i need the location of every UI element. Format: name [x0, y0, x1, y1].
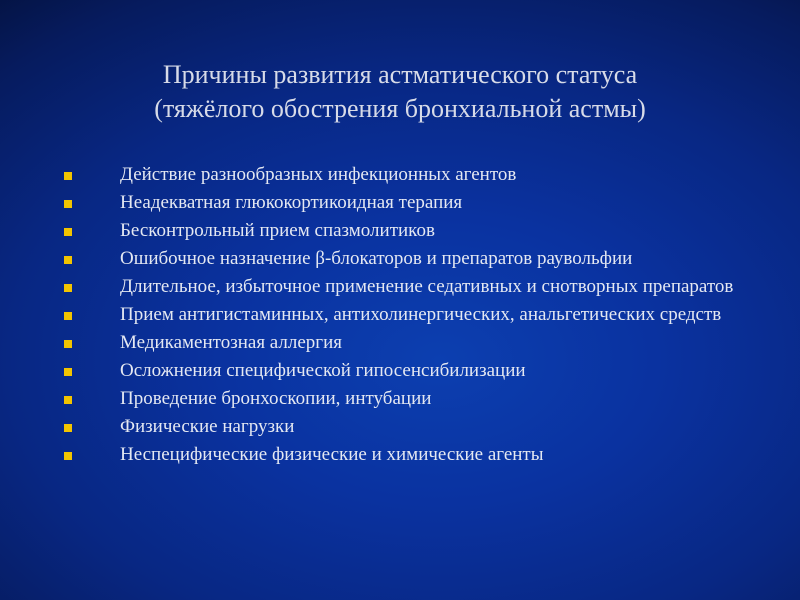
- list-item-text: Медикаментозная аллергия: [120, 332, 343, 353]
- list-item: [64, 276, 784, 298]
- list-item: [64, 332, 784, 354]
- list-item-text: Бесконтрольный прием спазмолитиков: [120, 220, 435, 241]
- list-item-text: Неадекватная глюкокортикоидная терапия: [120, 192, 463, 213]
- list-item-text: Проведение бронхоскопии, интубации: [120, 388, 432, 409]
- slide-title-line-2: (тяжёлого обострения бронхиальной астмы): [154, 94, 646, 123]
- square-bullet-icon: [64, 172, 72, 180]
- list-item: [64, 444, 784, 466]
- square-bullet-icon: [64, 200, 72, 208]
- list-item: [64, 164, 784, 186]
- list-item-text: Осложнения специфической гипосенсибилизации: [120, 360, 526, 381]
- list-item: [64, 360, 784, 382]
- list-item: [64, 248, 784, 270]
- list-item: [64, 304, 784, 326]
- square-bullet-icon: [64, 340, 72, 348]
- list-item-text: Длительное, избыточное применение седативных и снотворных препаратов: [120, 276, 734, 297]
- square-bullet-icon: [64, 424, 72, 432]
- square-bullet-icon: [64, 396, 72, 404]
- list-item: [64, 388, 784, 410]
- bullet-list: [64, 164, 784, 472]
- slide-title-line-1: Причины развития астматического статуса: [162, 60, 638, 89]
- list-item-text: Физические нагрузки: [120, 416, 295, 437]
- square-bullet-icon: [64, 228, 72, 236]
- list-item-text: Действие разнообразных инфекционных агентов: [120, 164, 517, 185]
- square-bullet-icon: [64, 312, 72, 320]
- list-item-text: Прием антигистаминных, антихолинергических, анальгетических средств: [120, 304, 722, 325]
- square-bullet-icon: [64, 256, 72, 264]
- list-item-text: Неспецифические физические и химические агенты: [120, 444, 544, 465]
- list-item-text: Ошибочное назначение β-блокаторов и препаратов раувольфии: [120, 248, 633, 269]
- list-item: [64, 416, 784, 438]
- list-item: [64, 220, 784, 242]
- square-bullet-icon: [64, 284, 72, 292]
- list-item: [64, 192, 784, 214]
- square-bullet-icon: [64, 452, 72, 460]
- slide-title: [90, 58, 710, 126]
- square-bullet-icon: [64, 368, 72, 376]
